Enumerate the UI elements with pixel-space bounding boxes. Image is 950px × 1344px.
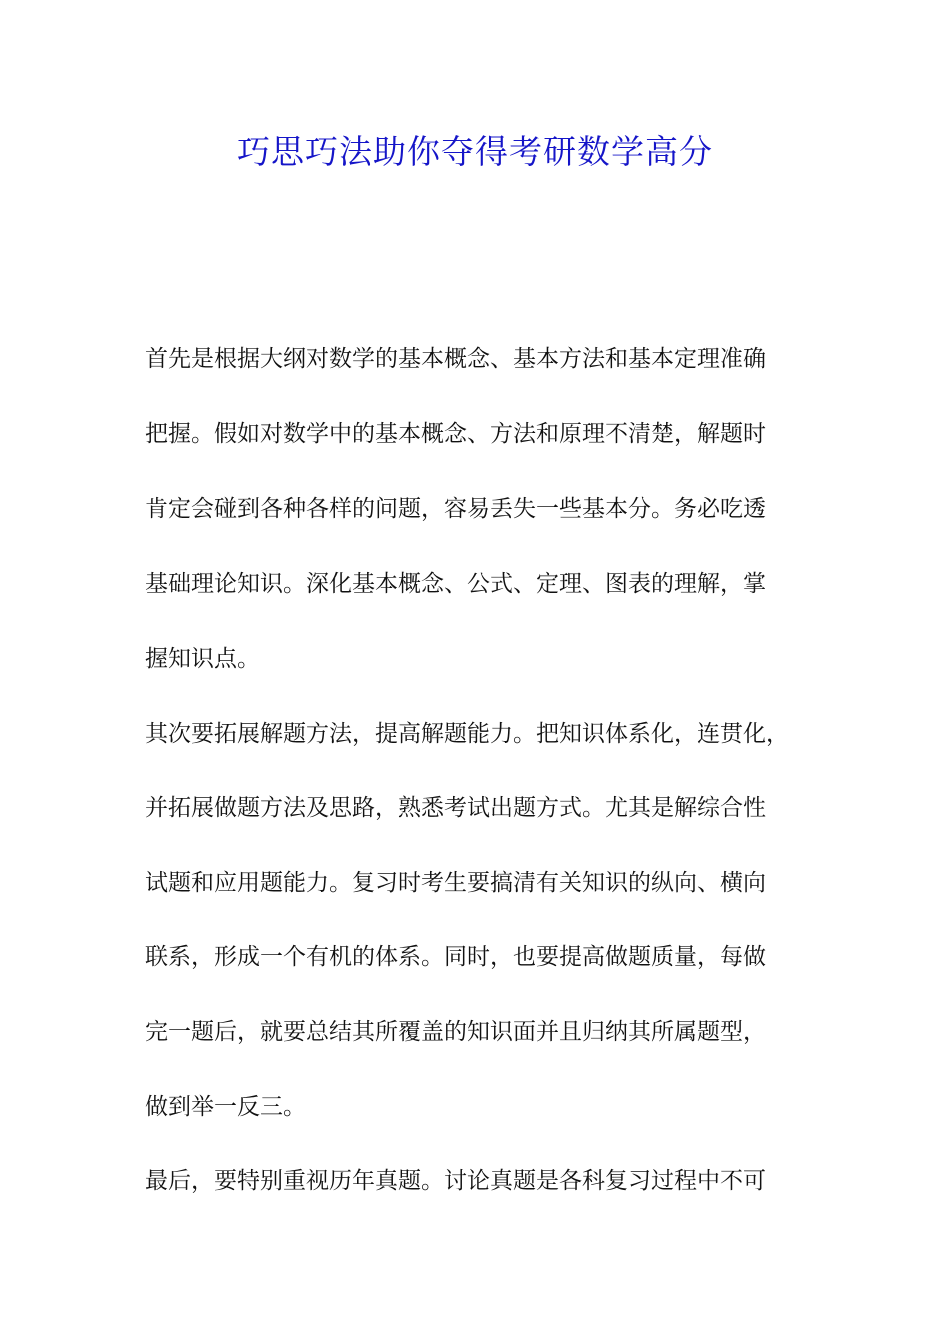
body-line-8: 试题和应用题能力。复习时考生要搞清有关知识的纵向、横向 <box>145 870 766 896</box>
body-line-9: 联系，形成一个有机的体系。同时，也要提高做题质量，每做 <box>145 944 766 970</box>
body-line-4: 基础理论知识。深化基本概念、公式、定理、图表的理解，掌 <box>145 571 766 597</box>
body-line-12: 最后，要特别重视历年真题。讨论真题是各科复习过程中不可 <box>145 1168 766 1194</box>
body-line-10: 完一题后，就要总结其所覆盖的知识面并且归纳其所属题型， <box>145 1019 766 1045</box>
body-line-7: 并拓展做题方法及思路，熟悉考试出题方式。尤其是解综合性 <box>145 795 766 821</box>
body-line-3: 肯定会碰到各种各样的问题，容易丢失一些基本分。务必吃透 <box>145 496 766 522</box>
page-title: 巧思巧法助你夺得考研数学高分 <box>237 132 713 171</box>
body-line-2: 把握。假如对数学中的基本概念、方法和原理不清楚，解题时 <box>145 421 766 447</box>
body-line-1: 首先是根据大纲对数学的基本概念、基本方法和基本定理准确 <box>145 346 766 372</box>
body-line-6: 其次要拓展解题方法，提高解题能力。把知识体系化，连贯化， <box>145 721 789 747</box>
body-line-5: 握知识点。 <box>145 646 260 672</box>
body-line-11: 做到举一反三。 <box>145 1094 306 1120</box>
